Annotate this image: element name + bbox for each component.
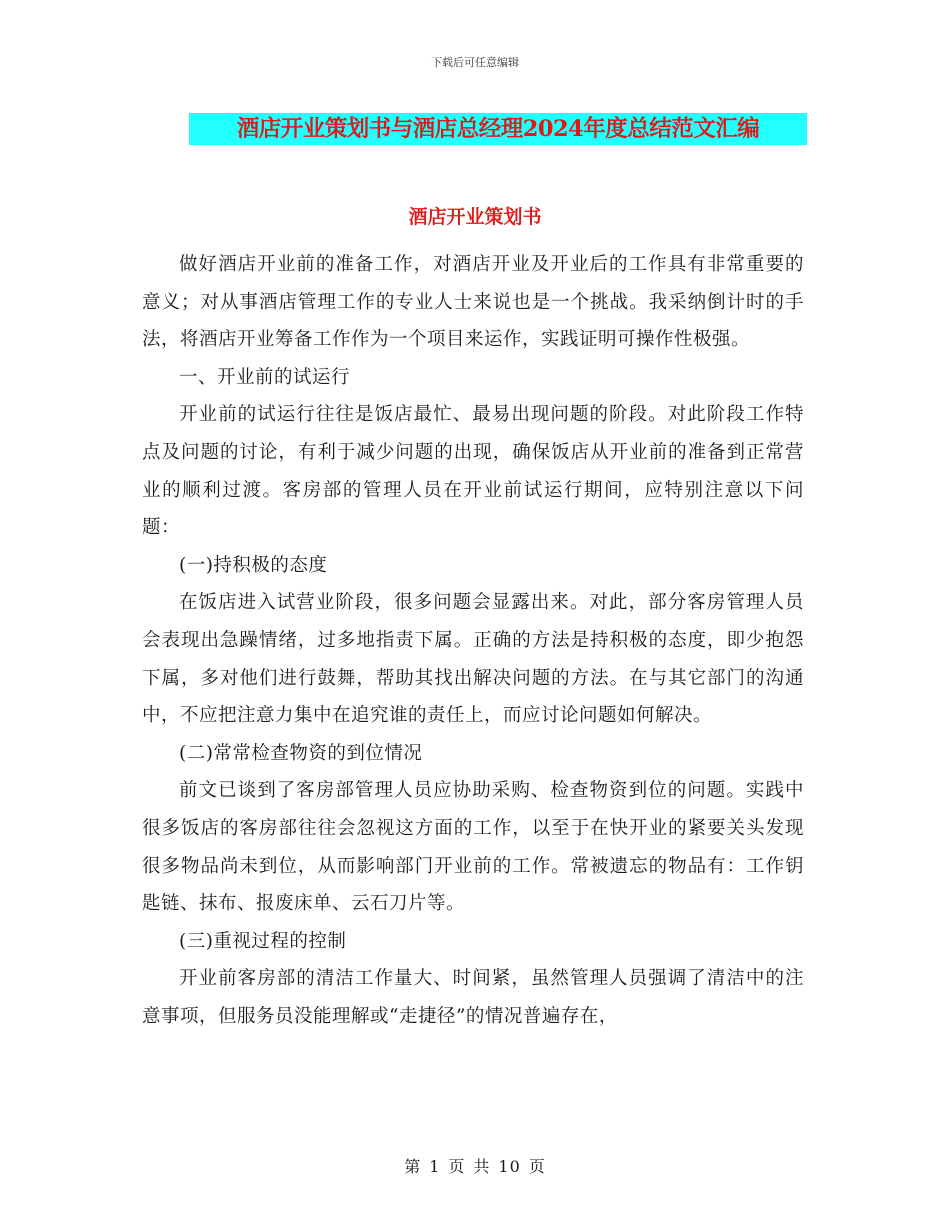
page-total-prefix: 共	[473, 1157, 491, 1176]
subheading: (一)持积极的态度	[179, 554, 328, 576]
page-total: 10	[498, 1157, 521, 1176]
page-footer	[0, 1154, 950, 1177]
paragraph: 在饭店进入试营业阶段，很多问题会显露出来。对此，部分客房管理人员会表现出急躁情绪，过多地指责下属。正确的方法是持积极的态度，即少抱怨下属，多对他们进行鼓舞，帮助其找出解决问题的方法。在与其它部门的沟通中，不应把注意力集中在追究谁的责任上，而应讨论问题如何解决。	[142, 592, 804, 727]
subheading: (二)常常检查物资的到位情况	[179, 742, 423, 764]
subheading: 一、开业前的试运行	[179, 366, 351, 388]
page-suffix: 页	[528, 1157, 546, 1176]
paragraph: 前文已谈到了客房部管理人员应协助采购、检查物资到位的问题。实践中很多饭店的客房部往往会忽视这方面的工作，以至于在快开业的紧要关头发现很多物品尚未到位，从而影响部门开业前的工作。常被遗忘的物品有：工作钥匙链、抹布、报废床单、云石刀片等。	[142, 780, 804, 915]
section-title: 酒店开业策划书	[408, 206, 542, 228]
subheading: (三)重视过程的控制	[179, 930, 347, 952]
page-prefix: 第	[404, 1157, 422, 1176]
document-body	[142, 246, 804, 1035]
document-title: 酒店开业策划书与酒店总经理2024年度总结范文汇编	[189, 113, 807, 145]
paragraph: 开业前客房部的清洁工作量大、时间紧，虽然管理人员强调了清洁中的注意事项，但服务员没能理解或“走捷径”的情况普遍存在，	[142, 968, 804, 1027]
header-note: 下载后可任意编辑	[431, 56, 519, 69]
paragraph: 做好酒店开业前的准备工作，对酒店开业及开业后的工作具有非常重要的意义；对从事酒店管理工作的专业人士来说也是一个挑战。我采纳倒计时的手法，将酒店开业筹备工作作为一个项目来运作，实践证明可操作性极强。	[142, 254, 804, 351]
page-mid: 页	[448, 1157, 466, 1176]
paragraph: 开业前的试运行往往是饭店最忙、最易出现问题的阶段。对此阶段工作特点及问题的讨论，有利于减少问题的出现，确保饭店从开业前的准备到正常营业的顺利过渡。客房部的管理人员在开业前试运行期间，应特别注意以下问题：	[142, 404, 804, 539]
page-current: 1	[429, 1157, 441, 1176]
